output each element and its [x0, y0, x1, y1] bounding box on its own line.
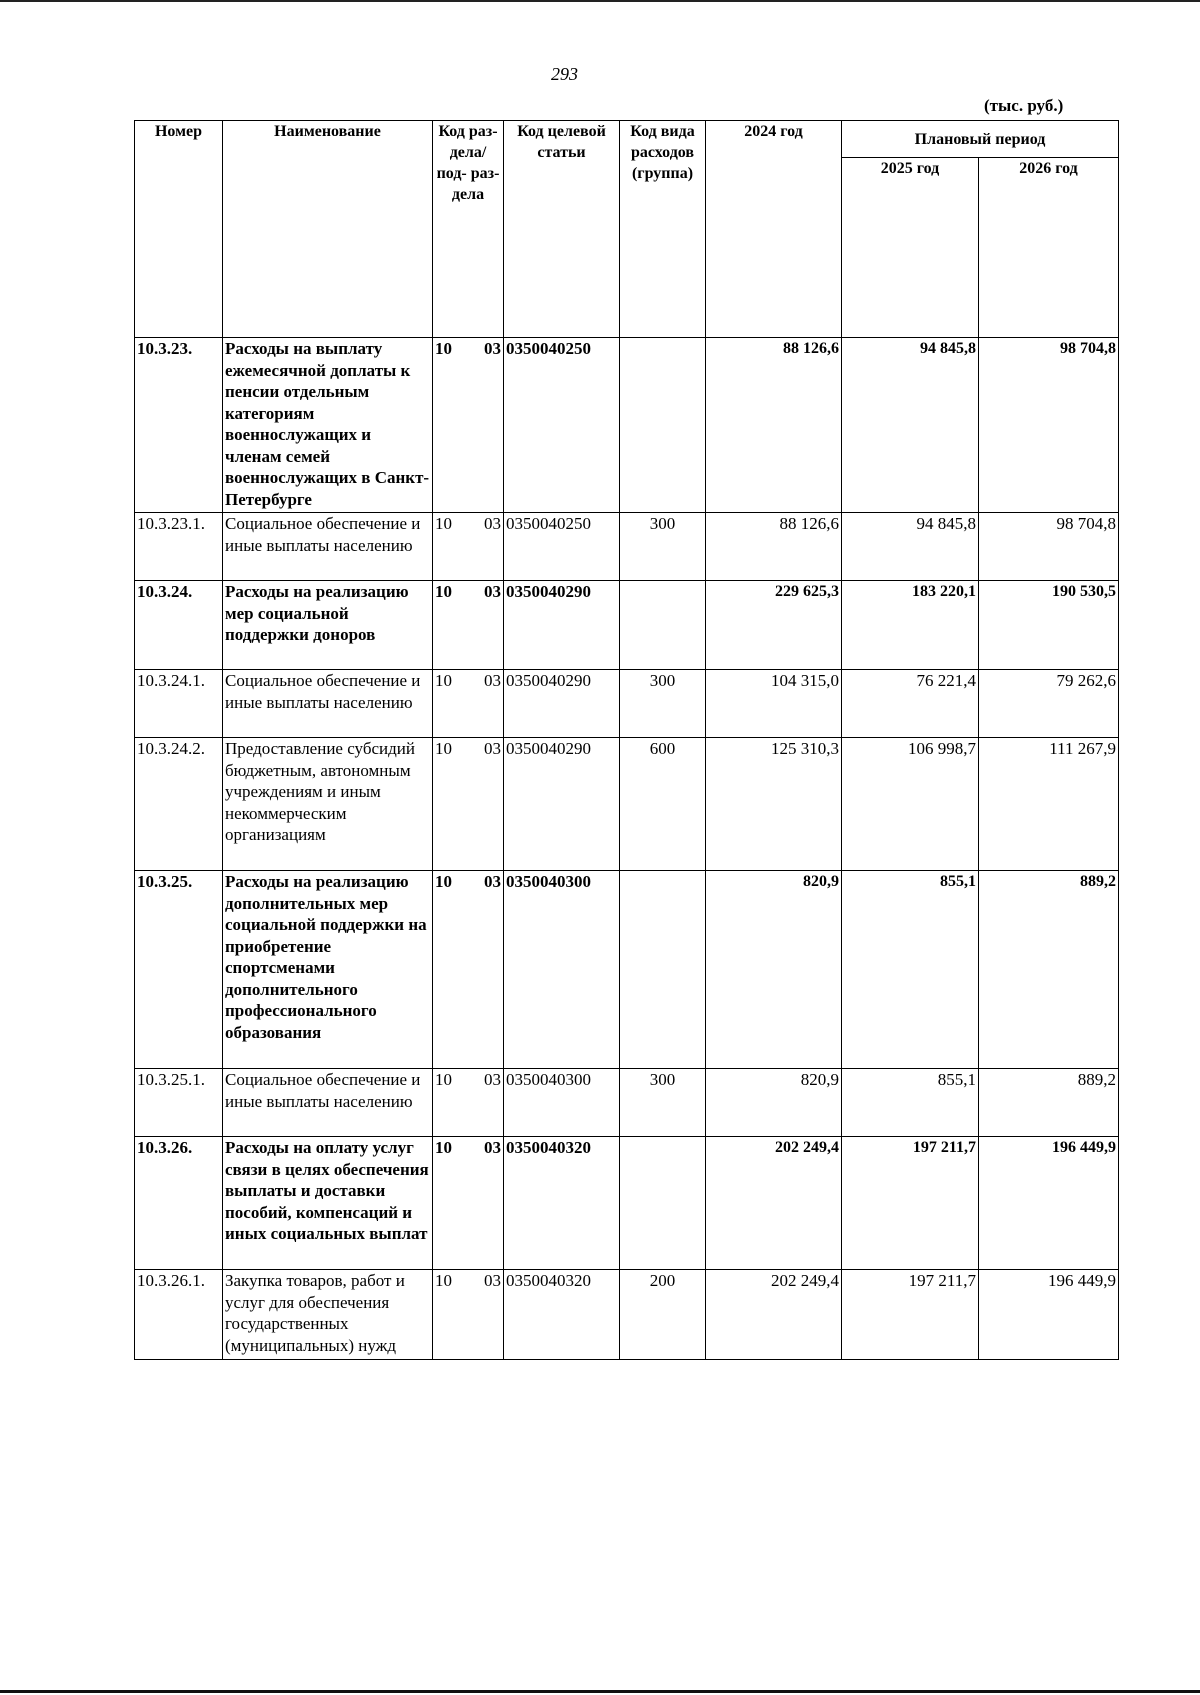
row-2026: 889,2 — [979, 871, 1119, 1069]
row-number: 10.3.26. — [135, 1137, 223, 1270]
row-2024: 125 310,3 — [706, 738, 842, 871]
row-number: 10.3.25.1. — [135, 1069, 223, 1137]
row-target-code: 0350040320 — [504, 1137, 620, 1270]
row-number: 10.3.26.1. — [135, 1270, 223, 1360]
header-target-code: Код целевой статьи — [504, 121, 620, 338]
section: 10 — [435, 514, 452, 533]
row-target-code: 0350040290 — [504, 738, 620, 871]
row-expense-group: 300 — [620, 670, 706, 738]
section: 10 — [435, 739, 452, 758]
subsection: 03 — [484, 872, 501, 891]
page-number: 293 — [551, 64, 578, 84]
row-2025: 76 221,4 — [842, 670, 979, 738]
row-expense-group — [620, 1137, 706, 1270]
row-2026: 190 530,5 — [979, 581, 1119, 670]
section: 10 — [435, 872, 452, 891]
row-number: 10.3.23. — [135, 338, 223, 513]
units-label: (тыс. руб.) — [984, 96, 1064, 115]
row-name: Расходы на оплату услуг связи в целях обеспечения выплаты и доставки пособий, компенсаций и иных социальных выплат — [223, 1137, 433, 1270]
row-2024: 820,9 — [706, 871, 842, 1069]
table-row — [135, 338, 1119, 513]
row-2026: 889,2 — [979, 1069, 1119, 1137]
budget-table — [134, 120, 1119, 1360]
row-expense-group — [620, 871, 706, 1069]
row-2026: 196 449,9 — [979, 1270, 1119, 1360]
subsection: 03 — [484, 339, 501, 358]
header-year-2024: 2024 год — [706, 121, 842, 338]
row-section-code — [433, 581, 504, 670]
row-2025: 197 211,7 — [842, 1270, 979, 1360]
row-2025: 183 220,1 — [842, 581, 979, 670]
row-section-code — [433, 738, 504, 871]
subsection: 03 — [484, 671, 501, 690]
row-2025: 106 998,7 — [842, 738, 979, 871]
subsection: 03 — [484, 1070, 501, 1089]
header-name: Наименование — [223, 121, 433, 338]
row-target-code: 0350040300 — [504, 871, 620, 1069]
row-2024: 88 126,6 — [706, 513, 842, 581]
row-target-code: 0350040300 — [504, 1069, 620, 1137]
row-target-code: 0350040290 — [504, 670, 620, 738]
table-row — [135, 1137, 1119, 1270]
row-2024: 88 126,6 — [706, 338, 842, 513]
section: 10 — [435, 1070, 452, 1089]
row-section-code — [433, 338, 504, 513]
row-name: Социальное обеспечение и иные выплаты населению — [223, 1069, 433, 1137]
section: 10 — [435, 1138, 452, 1157]
section: 10 — [435, 339, 452, 358]
row-section-code — [433, 1270, 504, 1360]
subsection: 03 — [484, 1271, 501, 1290]
header-number: Номер — [135, 121, 223, 338]
row-number: 10.3.24. — [135, 581, 223, 670]
row-number: 10.3.23.1. — [135, 513, 223, 581]
table-row — [135, 513, 1119, 581]
row-2025: 94 845,8 — [842, 513, 979, 581]
row-2026: 79 262,6 — [979, 670, 1119, 738]
header-year-2025: 2025 год — [842, 158, 979, 338]
row-2025: 855,1 — [842, 1069, 979, 1137]
row-section-code — [433, 871, 504, 1069]
row-2026: 98 704,8 — [979, 338, 1119, 513]
header-year-2026: 2026 год — [979, 158, 1119, 338]
row-expense-group: 200 — [620, 1270, 706, 1360]
row-2025: 94 845,8 — [842, 338, 979, 513]
top-scan-edge — [0, 0, 1200, 2]
row-target-code: 0350040290 — [504, 581, 620, 670]
row-section-code — [433, 1069, 504, 1137]
row-2026: 98 704,8 — [979, 513, 1119, 581]
row-2026: 111 267,9 — [979, 738, 1119, 871]
row-target-code: 0350040250 — [504, 513, 620, 581]
row-2025: 197 211,7 — [842, 1137, 979, 1270]
row-2026: 196 449,9 — [979, 1137, 1119, 1270]
row-name: Социальное обеспечение и иные выплаты населению — [223, 670, 433, 738]
section: 10 — [435, 582, 452, 601]
row-2025: 855,1 — [842, 871, 979, 1069]
subsection: 03 — [484, 514, 501, 533]
header-expense-type: Код вида расходов (группа) — [620, 121, 706, 338]
row-section-code — [433, 670, 504, 738]
row-2024: 202 249,4 — [706, 1270, 842, 1360]
table-row — [135, 670, 1119, 738]
table-row — [135, 1270, 1119, 1360]
header-planned-period: Плановый период — [842, 121, 1119, 158]
row-2024: 820,9 — [706, 1069, 842, 1137]
row-number: 10.3.24.1. — [135, 670, 223, 738]
row-name: Социальное обеспечение и иные выплаты населению — [223, 513, 433, 581]
row-name: Закупка товаров, работ и услуг для обеспечения государственных (муниципальных) нужд — [223, 1270, 433, 1360]
row-name: Расходы на выплату ежемесячной доплаты к пенсии отдельным категориям военнослужащих и членам семей военнослужащих в Санкт-Петербурге — [223, 338, 433, 513]
row-2024: 229 625,3 — [706, 581, 842, 670]
row-target-code: 0350040250 — [504, 338, 620, 513]
row-number: 10.3.24.2. — [135, 738, 223, 871]
row-target-code: 0350040320 — [504, 1270, 620, 1360]
section: 10 — [435, 671, 452, 690]
section: 10 — [435, 1271, 452, 1290]
table-row — [135, 871, 1119, 1069]
row-expense-group: 300 — [620, 513, 706, 581]
header-section-code: Код раз- дела/ под- раз- дела — [433, 121, 504, 338]
row-name: Расходы на реализацию дополнительных мер социальной поддержки на приобретение спортсменами дополнительного профессионального образования — [223, 871, 433, 1069]
row-name: Расходы на реализацию мер социальной поддержки доноров — [223, 581, 433, 670]
table-row — [135, 581, 1119, 670]
row-expense-group: 600 — [620, 738, 706, 871]
row-2024: 202 249,4 — [706, 1137, 842, 1270]
subsection: 03 — [484, 739, 501, 758]
row-name: Предоставление субсидий бюджетным, автономным учреждениям и иным некоммерческим организациям — [223, 738, 433, 871]
table-row — [135, 1069, 1119, 1137]
bottom-scan-edge — [0, 1690, 1200, 1693]
row-expense-group — [620, 581, 706, 670]
row-expense-group — [620, 338, 706, 513]
row-2024: 104 315,0 — [706, 670, 842, 738]
row-section-code — [433, 513, 504, 581]
subsection: 03 — [484, 1138, 501, 1157]
row-number: 10.3.25. — [135, 871, 223, 1069]
subsection: 03 — [484, 582, 501, 601]
table-row — [135, 738, 1119, 871]
row-section-code — [433, 1137, 504, 1270]
row-expense-group: 300 — [620, 1069, 706, 1137]
